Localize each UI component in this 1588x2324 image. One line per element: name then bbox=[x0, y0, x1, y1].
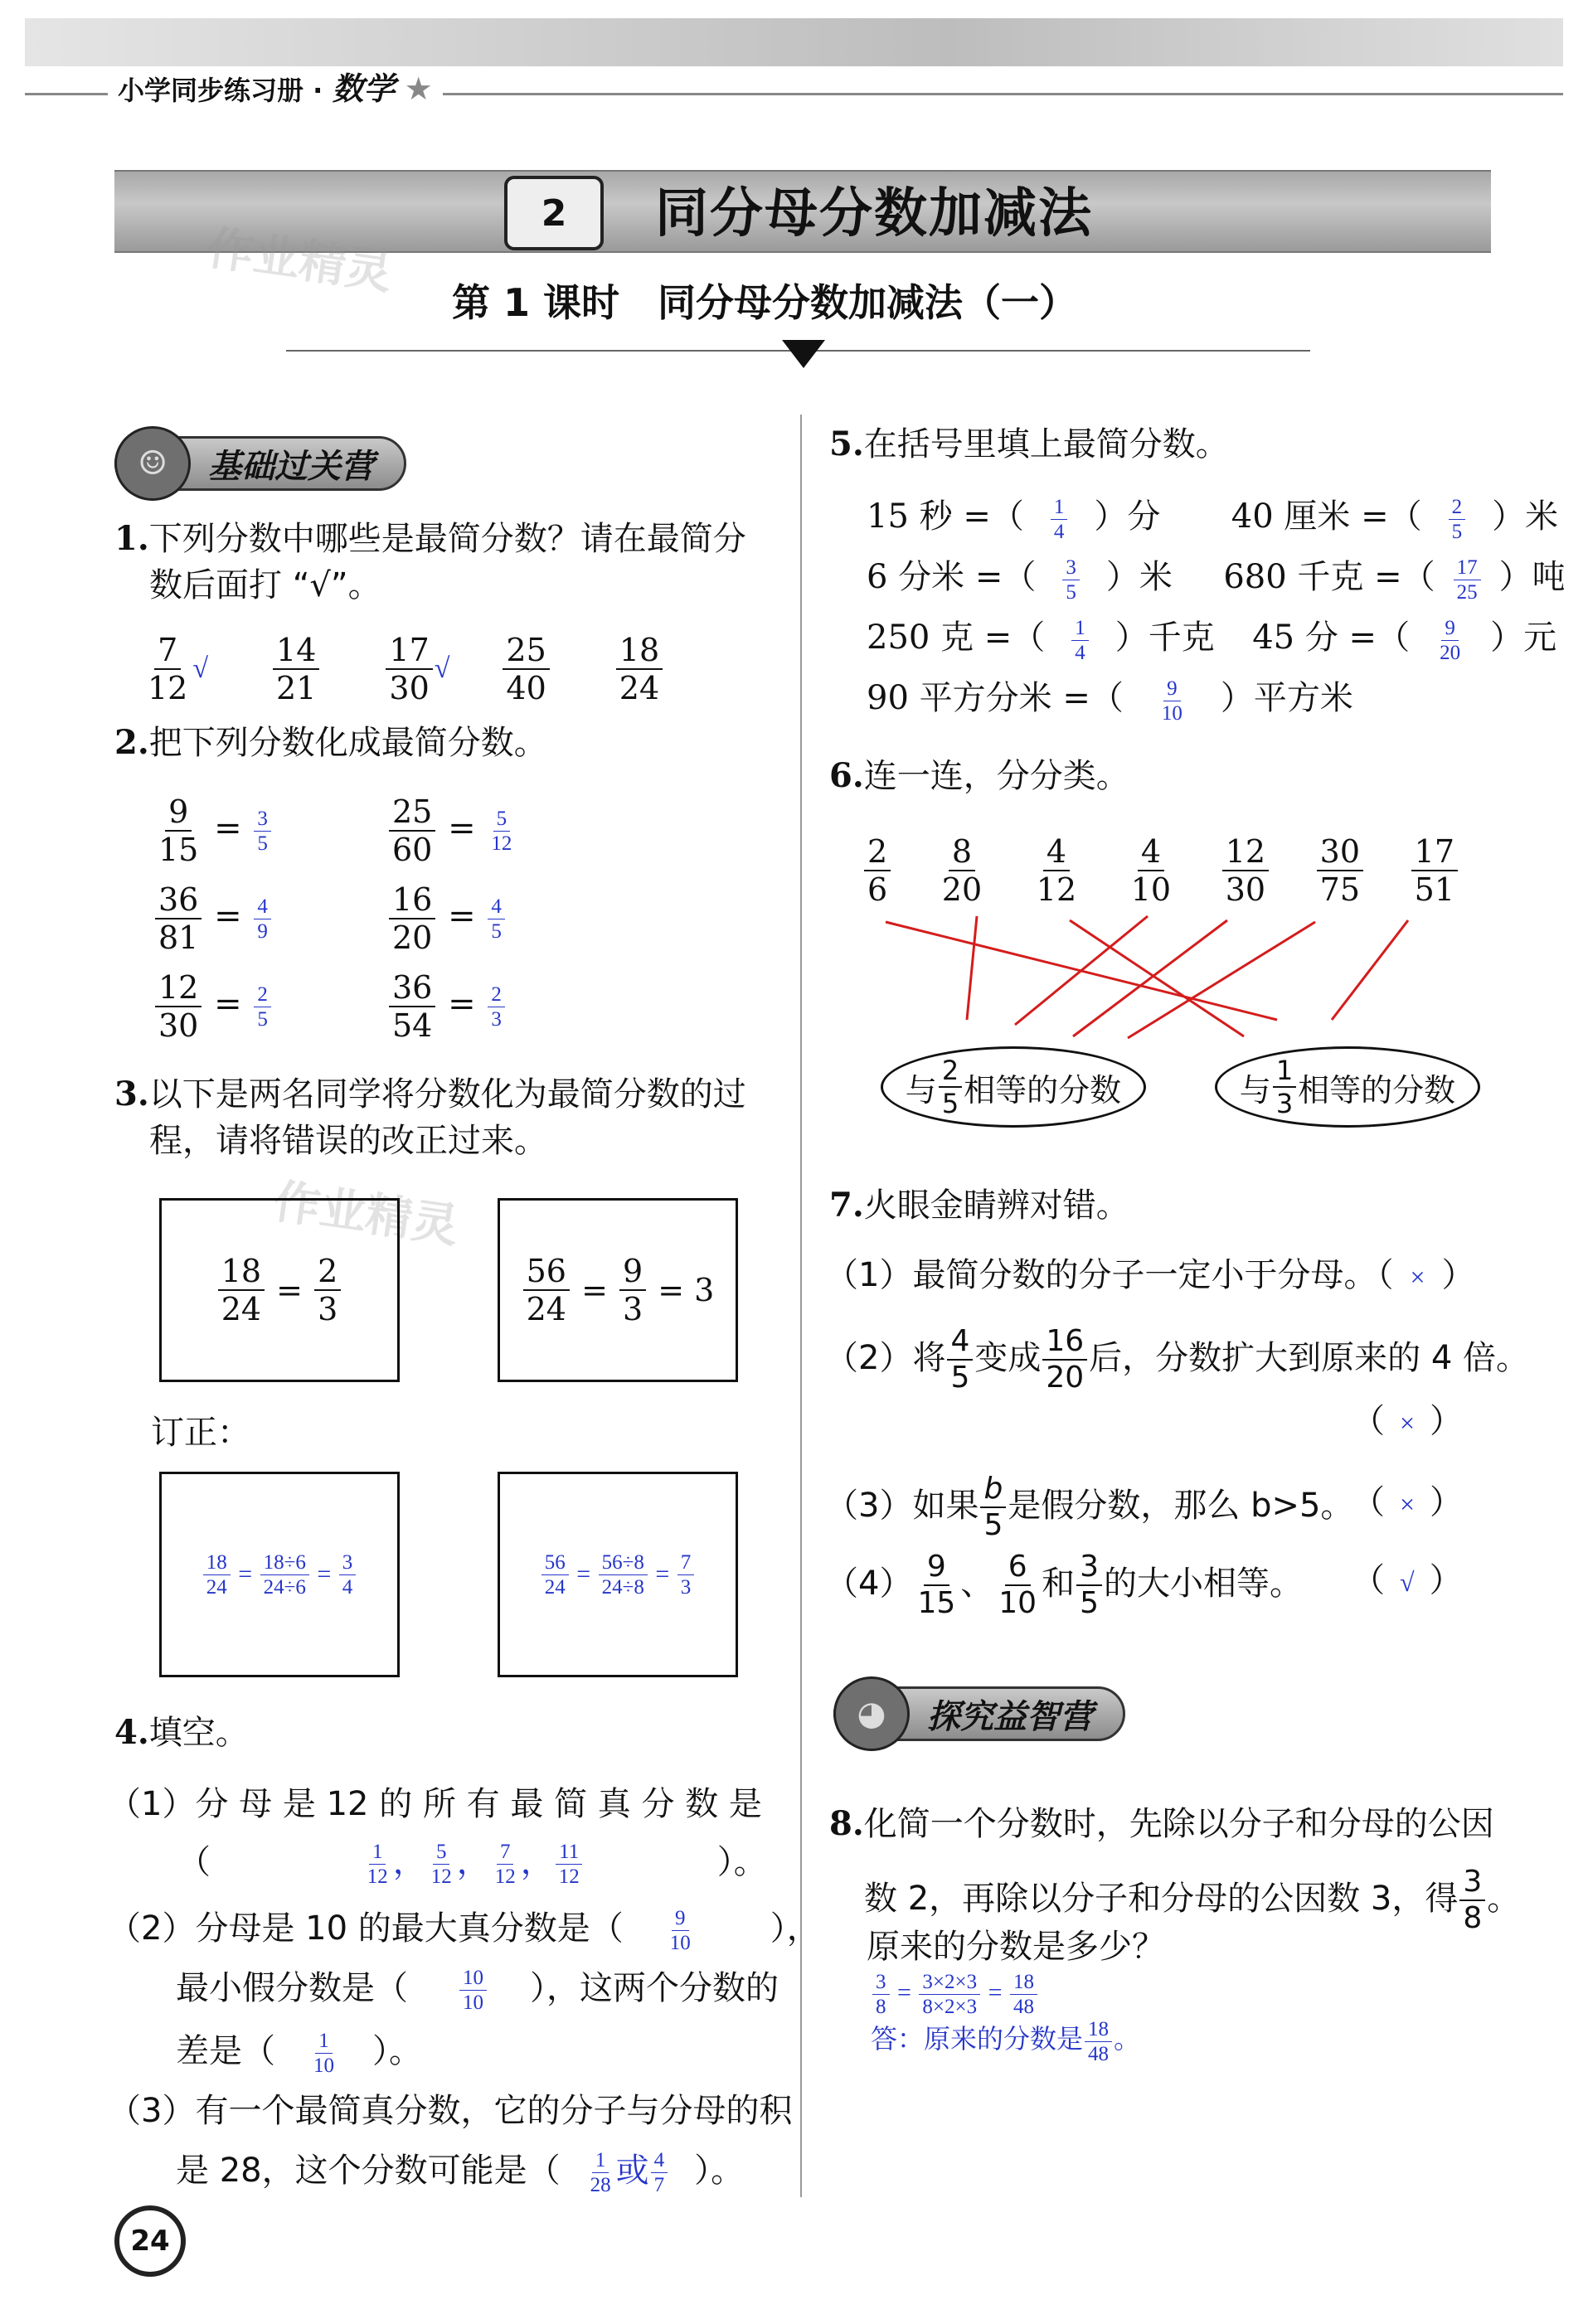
q6-line bbox=[967, 916, 977, 1020]
q4-p1-answer: （ $\frac{1}{12}$ ， $\frac{5}{12}$ ， $\frac{7}{12}$ ， $\frac{11}{12}$ ）。 bbox=[177, 1840, 767, 1888]
q7-item3: （3）如果 $\frac{b}{5}$ 是假分数，那么 b>5。 bbox=[825, 1472, 1354, 1542]
q6-frac: 8 20 bbox=[941, 833, 983, 908]
q6-text: 6.连一连，分分类。 bbox=[829, 756, 1129, 795]
q6-frac: 2 6 bbox=[864, 836, 891, 905]
q8-answer: 答：原来的分数是 $\frac{18}{48}$ 。 bbox=[871, 2018, 1141, 2066]
watermark: 作业精灵 bbox=[203, 221, 396, 301]
q4-p2c: 差是（ $\frac{1}{10}$ ）。 bbox=[176, 2029, 422, 2077]
q1-text: 1.下列分数中哪些是最简分数？请在最简分 数后面打 “√”。 bbox=[114, 519, 746, 604]
q5-row2: 6 分米 =（ $\frac{3}{5}$ ）米 680 千克 =（ $\frac{17}{25}$ ）吨 bbox=[867, 556, 1566, 604]
q7-text: 7.火眼金睛辨对错。 bbox=[829, 1186, 1129, 1225]
q4-text: 4.填空。 bbox=[114, 1713, 249, 1752]
q6-group-one-third: 与 1 3 相等的分数 bbox=[1215, 1046, 1480, 1128]
q8-text: 8.化简一个分数时，先除以分子和分母的公因 数 2，再除以分子和分母的公因数 3，得 $\frac{3}{8}$ 。 bbox=[829, 1804, 1521, 1935]
section-basic: ☺ 基础过关营 bbox=[114, 431, 406, 496]
q6-group-two-fifths: 与 2 5 相等的分数 bbox=[881, 1046, 1146, 1128]
q1-frac: $\frac{7}{12}$ √ bbox=[148, 632, 209, 706]
q2-item: $\frac{12}{30}$ = $\frac{2}{5}$ bbox=[153, 972, 387, 1041]
q5-text: 5.在括号里填上最简分数。 bbox=[829, 425, 1229, 463]
q6-frac: 17 51 bbox=[1411, 836, 1458, 905]
q5-row3: 250 克 =（ $\frac{1}{4}$ ）千克 45 分 =（ $\frac{9}{20}$ ）元 bbox=[867, 616, 1557, 664]
q3-box2: 56 24 = 9 3 = 3 bbox=[498, 1198, 738, 1382]
unit-title: 同分母分数加减法 bbox=[655, 183, 1093, 245]
q7-answer2: （ × ） bbox=[1352, 1402, 1464, 1440]
frog-icon: ☺ bbox=[114, 426, 191, 501]
q5-row1: 15 秒 =（ $\frac{1}{4}$ ）分 40 厘米 =（ $\frac{2}{5}$ ）米 bbox=[867, 495, 1559, 543]
section-explore: ◕ 探究益智营 bbox=[833, 1681, 1125, 1746]
header-text: 小学同步练习册 · 数学 ★ bbox=[108, 68, 443, 111]
q2-item: $\frac{25}{60}$ = $\frac{5}{12}$ bbox=[387, 796, 595, 866]
q3-fix2: $\frac{56}{24}$ = $\frac{56\div 8}{24\div 8}$ = $\frac{7}{3}$ bbox=[498, 1472, 738, 1677]
star-icon: ★ bbox=[404, 70, 433, 107]
q3-box1: 18 24 = 2 3 bbox=[159, 1198, 400, 1382]
elephant-icon: ◕ bbox=[833, 1676, 910, 1751]
q8-question: 原来的分数是多少？ bbox=[867, 1928, 1165, 1966]
q7-item1: （1）最简分数的分子一定小于分母。（ × ） bbox=[825, 1256, 1475, 1294]
q2-item: $\frac{36}{54}$ = $\frac{2}{3}$ bbox=[387, 972, 595, 1041]
q4-p3b: 是 28，这个分数可能是（ $\frac{1}{28}$ 或 $\frac{4}{7}$ ）。 bbox=[176, 2148, 745, 2196]
q7-item4: （4） $\frac{9}{15}$ 、 $\frac{6}{10}$ 和 $\frac{3}{5}$ 的大小相等。 bbox=[825, 1550, 1303, 1620]
q1-frac: $\frac{14}{21}$ bbox=[271, 634, 321, 704]
q4-p2: （2）分母是 10 的最大真分数是（ $\frac{9}{10}$ ）， bbox=[108, 1906, 820, 1954]
q2-item: $\frac{9}{15}$ = $\frac{3}{5}$ bbox=[153, 796, 387, 866]
q1-frac: $\frac{17}{30}$ √ bbox=[384, 634, 449, 704]
q2-item: $\frac{16}{20}$ = $\frac{4}{5}$ bbox=[387, 884, 595, 953]
q4-p1: （1）分 母 是 12 的 所 有 最 简 真 分 数 是 bbox=[108, 1785, 762, 1823]
watermark: 作业精灵 bbox=[270, 1174, 462, 1254]
q4-p3: （3）有一个最简真分数，它的分子与分母的积 bbox=[108, 2092, 793, 2130]
q6-frac: 12 30 bbox=[1222, 836, 1269, 905]
q4-p2b: 最小假分数是（ $\frac{10}{10}$ ），这两个分数的 bbox=[176, 1966, 779, 2014]
q2-text: 2.把下列分数化成最简分数。 bbox=[114, 723, 547, 762]
q6-line bbox=[1015, 916, 1148, 1025]
q3-fix1: $\frac{18}{24}$ = $\frac{18\div 6}{24\div 6}$ = $\frac{3}{4}$ bbox=[159, 1472, 400, 1677]
q3-text: 3.以下是两名同学将分数化为最简分数的过 程，请将错误的改正过来。 bbox=[114, 1075, 746, 1160]
unit-number-badge: 2 bbox=[504, 176, 604, 250]
q2-item: $\frac{36}{81}$ = $\frac{4}{9}$ bbox=[153, 884, 387, 953]
q3-fix-label: 订正： bbox=[151, 1414, 250, 1452]
q8-working: $\frac{3}{8}$ = $\frac{3\times 2\times 3}{8\times 2\times 3}$ = $\frac{18}{48}$ bbox=[871, 1972, 1039, 2017]
q7-item2: （2）将 $\frac{4}{5}$ 变成 $\frac{16}{20}$ 后，分数扩大到原来的 4 倍。 bbox=[825, 1324, 1530, 1395]
q1-frac: $\frac{25}{40}$ bbox=[501, 634, 551, 704]
q6-frac: 30 75 bbox=[1317, 836, 1363, 905]
lesson-title: 第 1 课时 同分母分数加减法（一） bbox=[452, 280, 1078, 325]
q7-answer3: （ × ） bbox=[1352, 1483, 1464, 1521]
q1-frac: $\frac{18}{24}$ bbox=[614, 634, 664, 704]
q7-answer4: （ √ ） bbox=[1352, 1561, 1463, 1599]
q6-frac: 4 12 bbox=[1036, 833, 1077, 908]
page-number-badge: 24 bbox=[114, 2205, 186, 2277]
q6-line bbox=[1332, 920, 1408, 1020]
q6-frac: 4 10 bbox=[1130, 833, 1172, 908]
q5-row4: 90 平方分米 =（ $\frac{9}{10}$ ）平方米 bbox=[867, 677, 1353, 725]
